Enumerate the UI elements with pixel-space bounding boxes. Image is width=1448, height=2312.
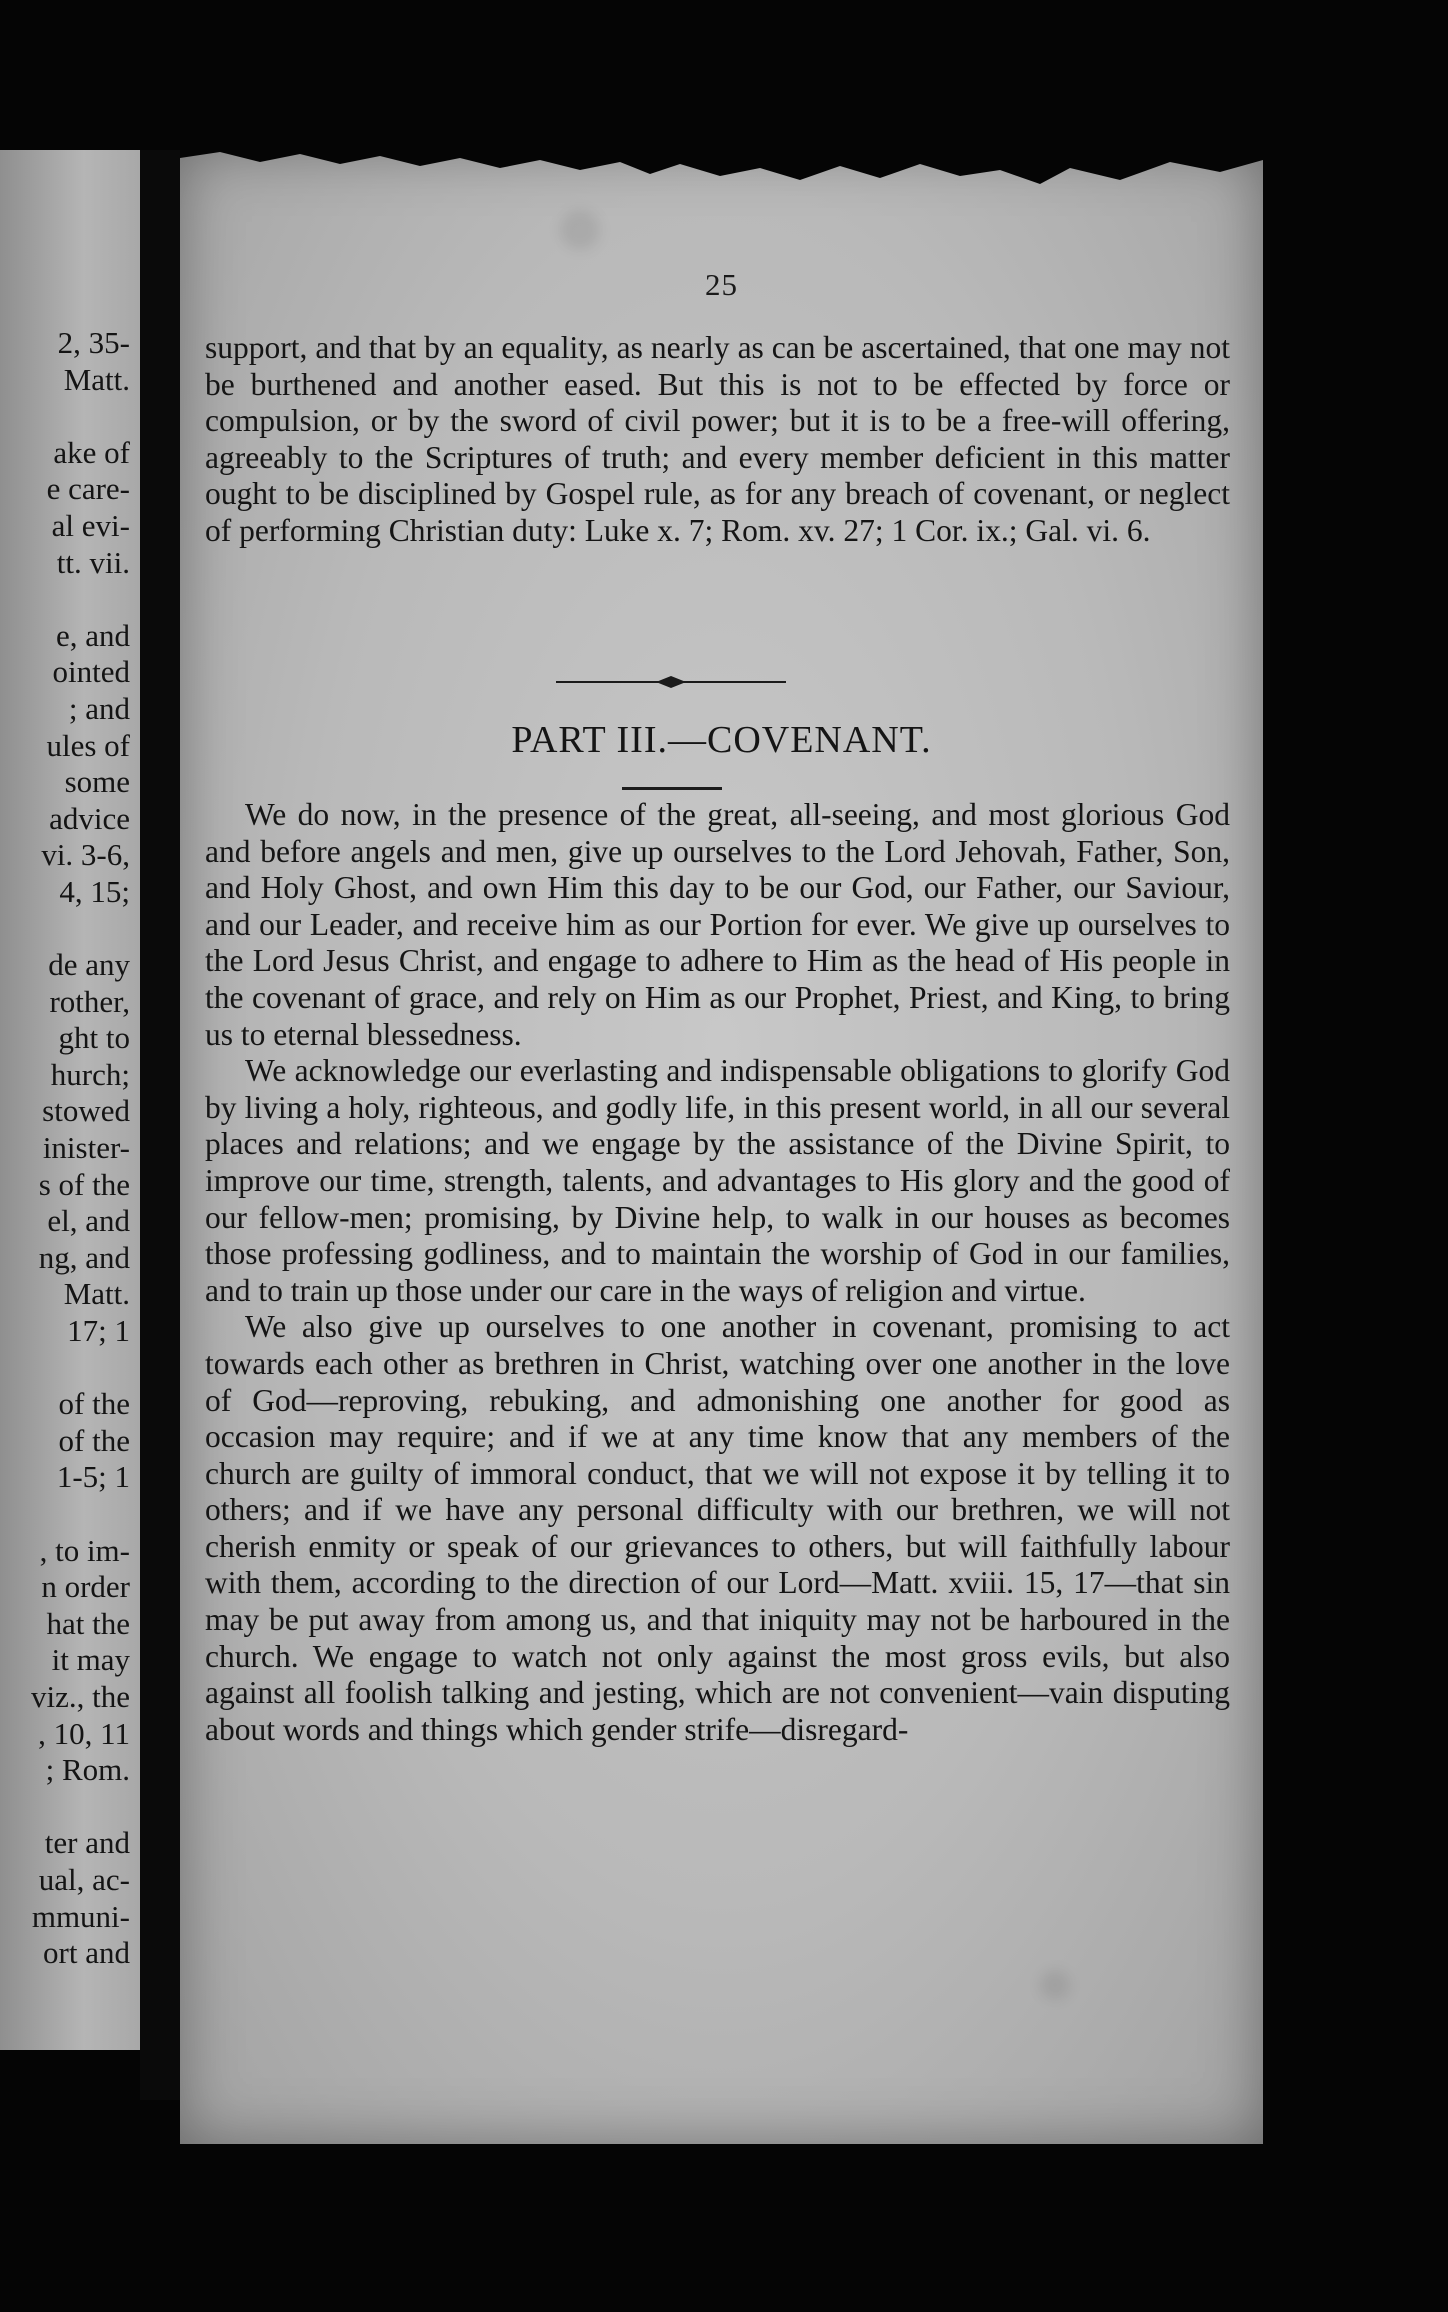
facing-page-line: of the (58, 1386, 130, 1422)
facing-page-line: ght to (58, 1020, 130, 1056)
facing-page-line: Matt. (63, 1276, 130, 1312)
facing-page-line: viz., the (31, 1678, 130, 1714)
facing-page-line: ter and (44, 1825, 130, 1861)
facing-page-line: e care- (46, 471, 130, 507)
facing-page-line (0, 911, 130, 948)
facing-page-line: , to im- (39, 1532, 130, 1568)
facing-page-line: , 10, 11 (38, 1715, 130, 1751)
facing-page-line: inister- (42, 1130, 130, 1166)
facing-page-line: advice (49, 800, 130, 836)
facing-page-line: vi. 3-6, (41, 837, 130, 873)
torn-top-edge (180, 150, 1263, 210)
facing-page-line: hurch; (50, 1056, 130, 1092)
facing-page-line: 1-5; 1 (56, 1459, 130, 1495)
facing-page-line: de any (48, 947, 130, 983)
opening-paragraph-block (205, 330, 1230, 550)
section-divider-ornament (556, 672, 786, 692)
facing-page-line: ual, ac- (38, 1861, 130, 1897)
facing-page-line: al evi- (51, 507, 130, 543)
page-number: 25 (705, 267, 738, 302)
facing-page-line: stowed (42, 1093, 130, 1129)
facing-page-line: n order (41, 1569, 130, 1605)
facing-page-line: it may (51, 1642, 130, 1678)
facing-page-fragment (0, 150, 140, 2050)
facing-page-line: tt. vii. (56, 544, 130, 580)
covenant-paragraph: We also give up ourselves to one another in covenant, promising to act towards each other as brethren in Christ, watching over one another in the love of God—reproving, rebuking, and admonishing one another for good as occasion may require; and if we at any time know that any members of the church are guilty of immoral conduct, that we will not expose it by telling it to others; and if we have any personal difficulty with our brethren, we will not cherish enmity or speak of our grievances to others, but will faithfully labour with them, according to the direction of our Lord—Matt. xviii. 15, 17—that sin may be put away from among us, and that iniquity may not be harboured in the church. We engage to watch not only against the most gross evils, but also against all foolish talking and jesting, which are not convenient—vain disputing about words and things which gender strife—disregard- (205, 1309, 1230, 1747)
facing-page-text (0, 325, 130, 1972)
facing-page-line: of the (58, 1422, 130, 1458)
book-gutter (140, 150, 180, 2100)
facing-page-line: 4, 15; (59, 873, 130, 909)
facing-page-line: ake of (53, 434, 130, 470)
page-stain (1040, 1970, 1070, 2000)
facing-page-line: ort and (43, 1935, 130, 1971)
facing-page-line: ; and (68, 690, 130, 726)
heading-underline (622, 787, 722, 790)
facing-page-line: s of the (38, 1166, 130, 1202)
facing-page-line: ointed (52, 654, 130, 690)
opening-paragraph: support, and that by an equality, as nearly as can be ascertained, that one may not be burthened and another eased. But this is not to be effected by force or compulsion, or by the sword of civil power; but it is to be a free-will offering, agreeably to the Scriptures of truth; and every member deficient in this matter ought to be disciplined by Gospel rule, as for any breach of covenant, or neglect of performing Christian duty: Luke x. 7; Rom. xv. 27; 1 Cor. ix.; Gal. vi. 6. (205, 330, 1230, 548)
facing-page-line: some (64, 764, 130, 800)
section-heading: PART III.—COVENANT. (511, 719, 932, 761)
facing-page-line: rother, (49, 983, 130, 1019)
facing-page-line: Matt. (63, 361, 130, 397)
facing-page-line (0, 1789, 130, 1826)
book-page (180, 150, 1263, 2144)
facing-page-line: ules of (46, 727, 130, 763)
facing-page-line (0, 1496, 130, 1533)
facing-page-line: 2, 35- (57, 325, 130, 360)
facing-page-line: ng, and (38, 1239, 130, 1275)
facing-page-line: ; Rom. (45, 1752, 130, 1788)
covenant-paragraph: We do now, in the presence of the great, all-seeing, and most glorious God and before angels and men, give up ourselves to the Lord Jehovah, Father, Son, and Holy Ghost, and own Him this day to be our God, our Father, our Saviour, and our Leader, and receive him as our Portion for ever. We give up ourselves to the Lord Jesus Christ, and engage to adhere to Him as the head of His people in the covenant of grace, and rely on Him as our Prophet, Priest, and King, to bring us to eternal blessedness. (205, 797, 1230, 1052)
covenant-paragraph: We acknowledge our everlasting and indispensable obligations to glorify God by living a holy, righteous, and godly life, in this present world, in all our several places and relations; and we engage by the assistance of the Divine Spirit, to improve our time, strength, talents, and advantages to His glory and the good of our fellow-men; promising, by Divine help, to walk in our houses as becomes those professing godliness, and to maintain the worship of God in our families, and to train up those under our care in the ways of religion and virtue. (205, 1053, 1230, 1308)
covenant-text-block (205, 797, 1230, 1748)
facing-page-line (0, 1350, 130, 1387)
facing-page-line (0, 581, 130, 618)
facing-page-line: hat the (46, 1605, 130, 1641)
facing-page-line: e, and (55, 617, 130, 653)
facing-page-line: el, and (47, 1203, 130, 1239)
facing-page-line: 17; 1 (67, 1313, 130, 1349)
facing-page-line (0, 398, 130, 435)
page-stain (560, 210, 600, 250)
facing-page-line: mmuni- (31, 1898, 130, 1934)
